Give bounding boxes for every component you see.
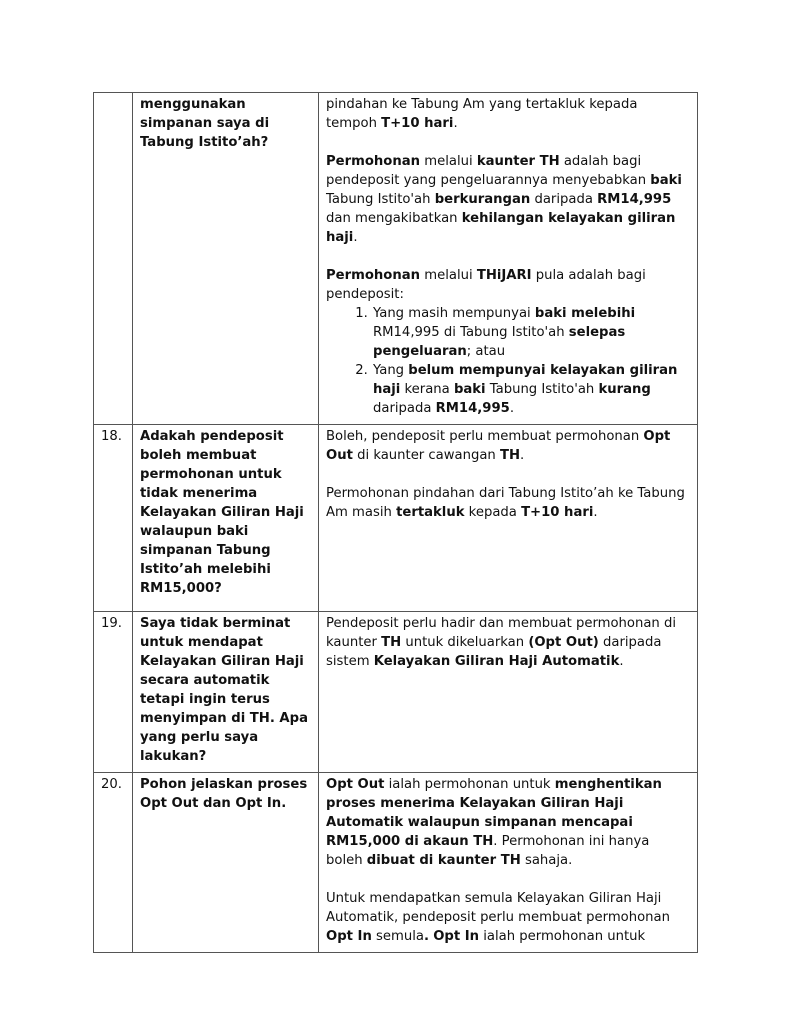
row-number: 20.	[94, 773, 133, 953]
row-number: 18.	[94, 425, 133, 612]
row-number	[94, 93, 133, 425]
answer-paragraph: Pendeposit perlu hadir dan membuat permohonan di kaunter TH untuk dikeluarkan (Opt Out) daripada sistem Kelayakan Giliran Haji Automatik.	[326, 616, 677, 669]
question-text: Pohon jelaskan proses Opt Out dan Opt In.	[133, 773, 319, 953]
answer-paragraph: Untuk mendapatkan semula Kelayakan Giliran Haji Automatik, pendeposit perlu membuat permohonan Opt In semula. Opt In ialah permohonan untuk	[326, 891, 670, 944]
faq-row-20	[94, 773, 698, 953]
answer-numbered-list	[326, 304, 690, 418]
answer-paragraph: Opt Out ialah permohonan untuk menghentikan proses menerima Kelayakan Giliran Haji Automatik walaupun simpanan mencapai RM15,000 di akaun TH. Permohonan ini hanya boleh dibuat di kaunter TH sahaja.	[326, 777, 662, 868]
answer-cell	[319, 93, 698, 425]
answer-paragraph: pindahan ke Tabung Am yang tertakluk kepada tempoh T+10 hari.	[326, 97, 638, 131]
answer-paragraph: Boleh, pendeposit perlu membuat permohonan Opt Out di kaunter cawangan TH.	[326, 429, 671, 463]
answer-paragraph: Permohonan melalui kaunter TH adalah bagi pendeposit yang pengeluarannya menyebabkan baki Tabung Istito'ah berkurangan daripada RM14,995 dan mengakibatkan kehilangan kelayakan giliran haji.	[326, 154, 682, 245]
answer-cell	[319, 425, 698, 612]
question-text: menggunakan simpanan saya di Tabung Istito’ah?	[133, 93, 319, 425]
answer-cell	[319, 773, 698, 953]
faq-row-18	[94, 425, 698, 612]
question-text: Adakah pendeposit boleh membuat permohonan untuk tidak menerima Kelayakan Giliran Haji walaupun baki simpanan Tabung Istito’ah melebihi RM15,000?	[133, 425, 319, 612]
list-item: 1. Yang masih mempunyai baki melebihi RM14,995 di Tabung Istito'ah selepas pengeluaran; atau	[372, 304, 690, 361]
question-text: Saya tidak berminat untuk mendapat Kelayakan Giliran Haji secara automatik tetapi ingin terus menyimpan di TH. Apa yang perlu saya lakukan?	[133, 612, 319, 773]
faq-row-17-continued	[94, 93, 698, 425]
row-number: 19.	[94, 612, 133, 773]
answer-paragraph: Permohonan melalui THiJARI pula adalah bagi pendeposit:	[326, 268, 646, 302]
answer-paragraph: Permohonan pindahan dari Tabung Istito’ah ke Tabung Am masih tertakluk kepada T+10 hari.	[326, 486, 685, 520]
faq-table	[93, 92, 698, 953]
answer-cell	[319, 612, 698, 773]
list-item: 2. Yang belum mempunyai kelayakan giliran haji kerana baki Tabung Istito'ah kurang daripada RM14,995.	[372, 361, 690, 418]
faq-row-19	[94, 612, 698, 773]
